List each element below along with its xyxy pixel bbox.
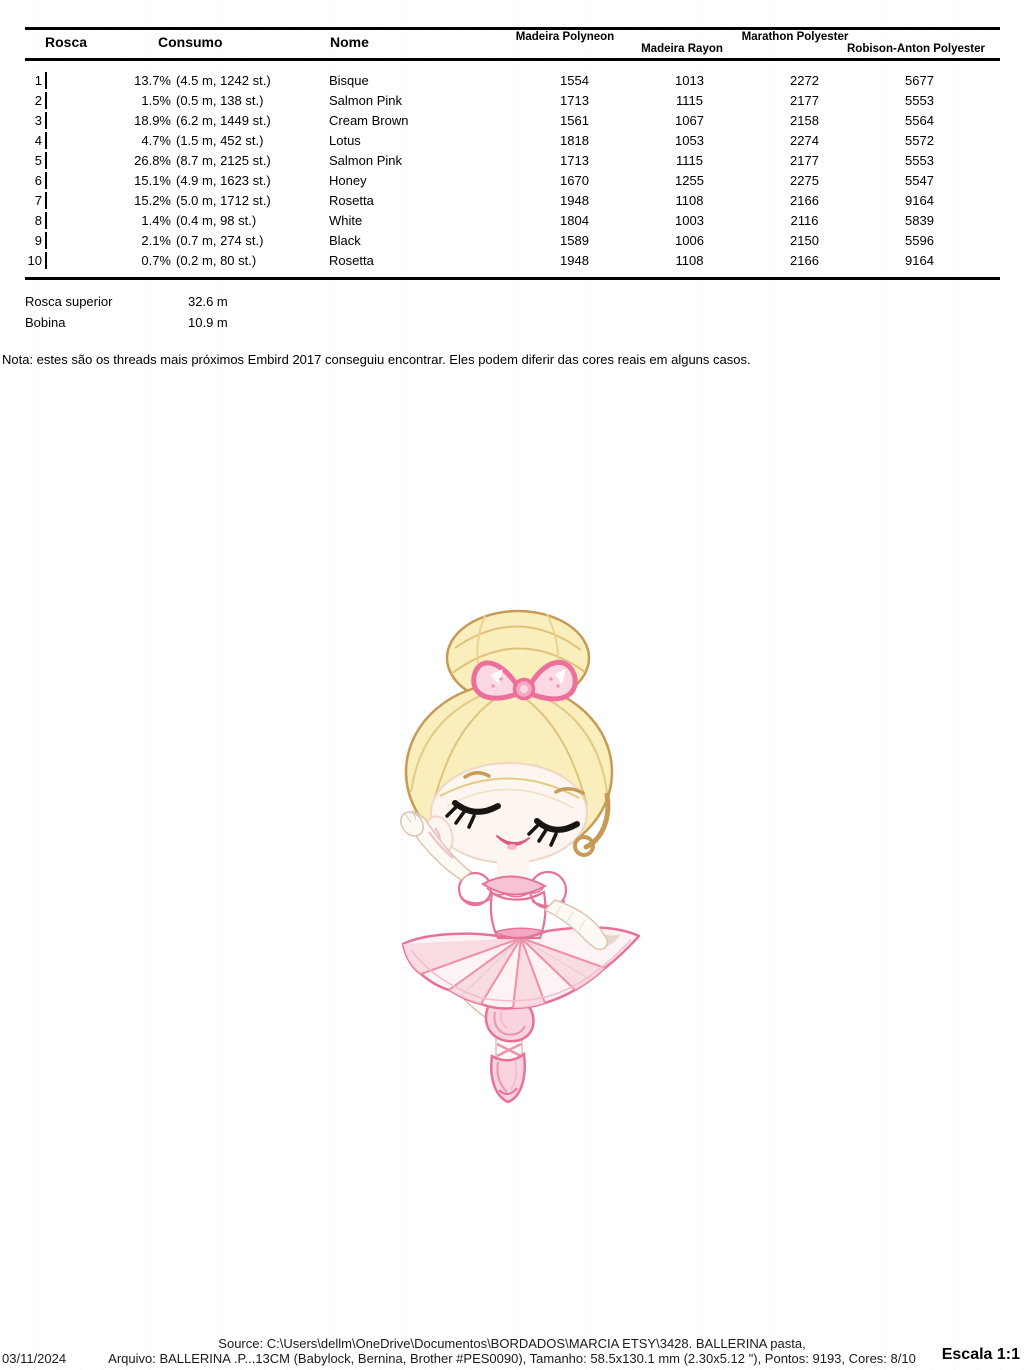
col-header-marathon-polyester: Marathon Polyester xyxy=(741,31,849,43)
thread-name: Cream Brown xyxy=(329,112,409,128)
thread-color-swatch xyxy=(45,132,47,149)
madeira-polyneon-code: 1804 xyxy=(560,212,589,228)
marathon-polyester-code: 2272 xyxy=(790,72,819,88)
thread-color-swatch xyxy=(45,152,47,169)
table-row xyxy=(25,110,977,130)
thread-number: 6 xyxy=(34,172,42,188)
madeira-polyneon-code: 1670 xyxy=(560,172,589,188)
table-row xyxy=(25,210,977,230)
robison-anton-code: 5547 xyxy=(905,172,934,188)
thread-color-swatch xyxy=(45,232,47,249)
consumption-percent: 13.7% xyxy=(134,72,171,88)
thread-name: Honey xyxy=(329,172,367,188)
consumption-detail: (5.0 m, 1712 st.) xyxy=(176,192,271,208)
marathon-polyester-code: 2177 xyxy=(790,152,819,168)
thread-name: Salmon Pink xyxy=(329,92,402,108)
robison-anton-code: 5553 xyxy=(905,152,934,168)
consumption-percent: 15.1% xyxy=(134,172,171,188)
consumption-percent: 1.4% xyxy=(141,212,171,228)
madeira-rayon-code: 1006 xyxy=(675,232,704,248)
footer-file-info: Arquivo: BALLERINA .P...13CM (Babylock, Bernina, Brother #PES0090), Tamanho: 58.5x130.1 mm (2.30x5.12 "), Pontos: 9193, Cores: 8/10 xyxy=(108,1351,916,1366)
consumption-percent: 2.1% xyxy=(141,232,171,248)
madeira-rayon-code: 1115 xyxy=(676,152,703,168)
consumption-percent: 1.5% xyxy=(141,92,171,108)
bobbin-value: 10.9 m xyxy=(188,315,228,330)
madeira-polyneon-code: 1561 xyxy=(560,112,589,128)
robison-anton-code: 5677 xyxy=(905,72,934,88)
consumption-detail: (0.4 m, 98 st.) xyxy=(176,212,257,228)
madeira-rayon-code: 1003 xyxy=(675,212,704,228)
madeira-polyneon-code: 1554 xyxy=(560,72,589,88)
upper-thread-value: 32.6 m xyxy=(188,294,228,309)
table-row xyxy=(25,170,977,190)
thread-name: Bisque xyxy=(329,72,369,88)
thread-note: Nota: estes são os threads mais próximos Embird 2017 conseguiu encontrar. Eles podem diferir das cores reais em alguns casos. xyxy=(2,352,751,367)
table-row xyxy=(25,130,977,150)
robison-anton-code: 5553 xyxy=(905,92,934,108)
neck xyxy=(497,856,529,878)
consumption-detail: (0.2 m, 80 st.) xyxy=(176,252,257,268)
madeira-rayon-code: 1108 xyxy=(675,192,704,208)
thread-number: 3 xyxy=(34,112,42,128)
thread-color-swatch xyxy=(45,112,47,129)
thread-color-swatch xyxy=(45,192,47,209)
consumption-detail: (1.5 m, 452 st.) xyxy=(176,132,264,148)
thread-color-swatch xyxy=(45,252,47,269)
robison-anton-code: 5572 xyxy=(905,132,934,148)
madeira-rayon-code: 1115 xyxy=(676,92,703,108)
madeira-rayon-code: 1108 xyxy=(675,252,704,268)
thread-name: Black xyxy=(329,232,361,248)
table-row xyxy=(25,150,977,170)
col-header-rosca: Rosca xyxy=(45,34,88,50)
consumption-percent: 0.7% xyxy=(141,252,171,268)
consumption-detail: (4.5 m, 1242 st.) xyxy=(176,72,271,88)
thread-number: 5 xyxy=(34,152,42,168)
thread-name: Lotus xyxy=(329,132,361,148)
madeira-polyneon-code: 1818 xyxy=(560,132,589,148)
bobbin-label: Bobina xyxy=(25,315,66,330)
marathon-polyester-code: 2166 xyxy=(790,252,819,268)
consumption-percent: 26.8% xyxy=(134,152,171,168)
col-header-madeira-rayon: Madeira Rayon xyxy=(641,43,723,55)
thread-number: 2 xyxy=(34,92,42,108)
table-row xyxy=(25,190,977,210)
consumption-detail: (6.2 m, 1449 st.) xyxy=(176,112,271,128)
madeira-rayon-code: 1067 xyxy=(675,112,704,128)
madeira-polyneon-code: 1713 xyxy=(560,152,589,168)
thread-table xyxy=(25,70,977,270)
upper-thread-label: Rosca superior xyxy=(25,294,113,309)
thread-number: 8 xyxy=(34,212,42,228)
col-header-robison-anton-polyester: Robison-Anton Polyester xyxy=(846,43,986,55)
madeira-rayon-code: 1013 xyxy=(675,72,704,88)
marathon-polyester-code: 2275 xyxy=(790,172,819,188)
madeira-polyneon-code: 1948 xyxy=(560,192,589,208)
lip-highlight xyxy=(507,844,517,850)
marathon-polyester-code: 2150 xyxy=(790,232,819,248)
marathon-polyester-code: 2166 xyxy=(790,192,819,208)
thread-number: 1 xyxy=(34,72,42,88)
footer-scale-label: Escala 1:1 xyxy=(941,1346,1020,1363)
robison-anton-code: 5596 xyxy=(905,232,934,248)
ballerina-embroidery-design xyxy=(395,600,651,1115)
table-header-rule xyxy=(25,58,1000,61)
thread-name: Rosetta xyxy=(329,192,374,208)
thread-name: Salmon Pink xyxy=(329,152,402,168)
thread-color-swatch xyxy=(45,172,47,189)
consumption-detail: (8.7 m, 2125 st.) xyxy=(176,152,271,168)
thread-number: 4 xyxy=(34,132,42,148)
consumption-percent: 15.2% xyxy=(134,192,171,208)
consumption-detail: (0.7 m, 274 st.) xyxy=(176,232,264,248)
footer-date: 03/11/2024 xyxy=(2,1351,67,1366)
madeira-rayon-code: 1053 xyxy=(675,132,704,148)
table-bottom-rule xyxy=(25,277,1000,280)
robison-anton-code: 9164 xyxy=(905,252,934,268)
consumption-detail: (0.5 m, 138 st.) xyxy=(176,92,264,108)
col-header-nome: Nome xyxy=(330,34,369,50)
table-row xyxy=(25,250,977,270)
thread-number: 9 xyxy=(34,232,42,248)
table-row xyxy=(25,90,977,110)
marathon-polyester-code: 2158 xyxy=(790,112,819,128)
thread-color-swatch xyxy=(45,92,47,109)
col-header-madeira-polyneon: Madeira Polyneon xyxy=(515,31,615,43)
robison-anton-code: 5839 xyxy=(905,212,934,228)
thread-name: Rosetta xyxy=(329,252,374,268)
madeira-polyneon-code: 1948 xyxy=(560,252,589,268)
thread-color-swatch xyxy=(45,212,47,229)
table-row xyxy=(25,70,977,90)
madeira-polyneon-code: 1589 xyxy=(560,232,589,248)
robison-anton-code: 9164 xyxy=(905,192,934,208)
thread-name: White xyxy=(329,212,363,228)
footer-source-path: Source: C:\Users\dellm\OneDrive\Documentos\BORDADOS\MARCIA ETSY\3428. BALLERINA pasta, xyxy=(218,1336,806,1351)
col-header-consumo: Consumo xyxy=(158,34,223,50)
table-row xyxy=(25,230,977,250)
consumption-percent: 4.7% xyxy=(141,132,171,148)
marathon-polyester-code: 2274 xyxy=(790,132,819,148)
marathon-polyester-code: 2177 xyxy=(790,92,819,108)
madeira-polyneon-code: 1713 xyxy=(560,92,589,108)
thread-number: 10 xyxy=(27,252,42,268)
madeira-rayon-code: 1255 xyxy=(675,172,704,188)
consumption-detail: (4.9 m, 1623 st.) xyxy=(176,172,271,188)
thread-number: 7 xyxy=(34,192,42,208)
marathon-polyester-code: 2116 xyxy=(790,212,819,228)
consumption-percent: 18.9% xyxy=(134,112,171,128)
thread-color-swatch xyxy=(45,72,47,89)
table-top-rule xyxy=(25,27,1000,30)
robison-anton-code: 5564 xyxy=(905,112,934,128)
